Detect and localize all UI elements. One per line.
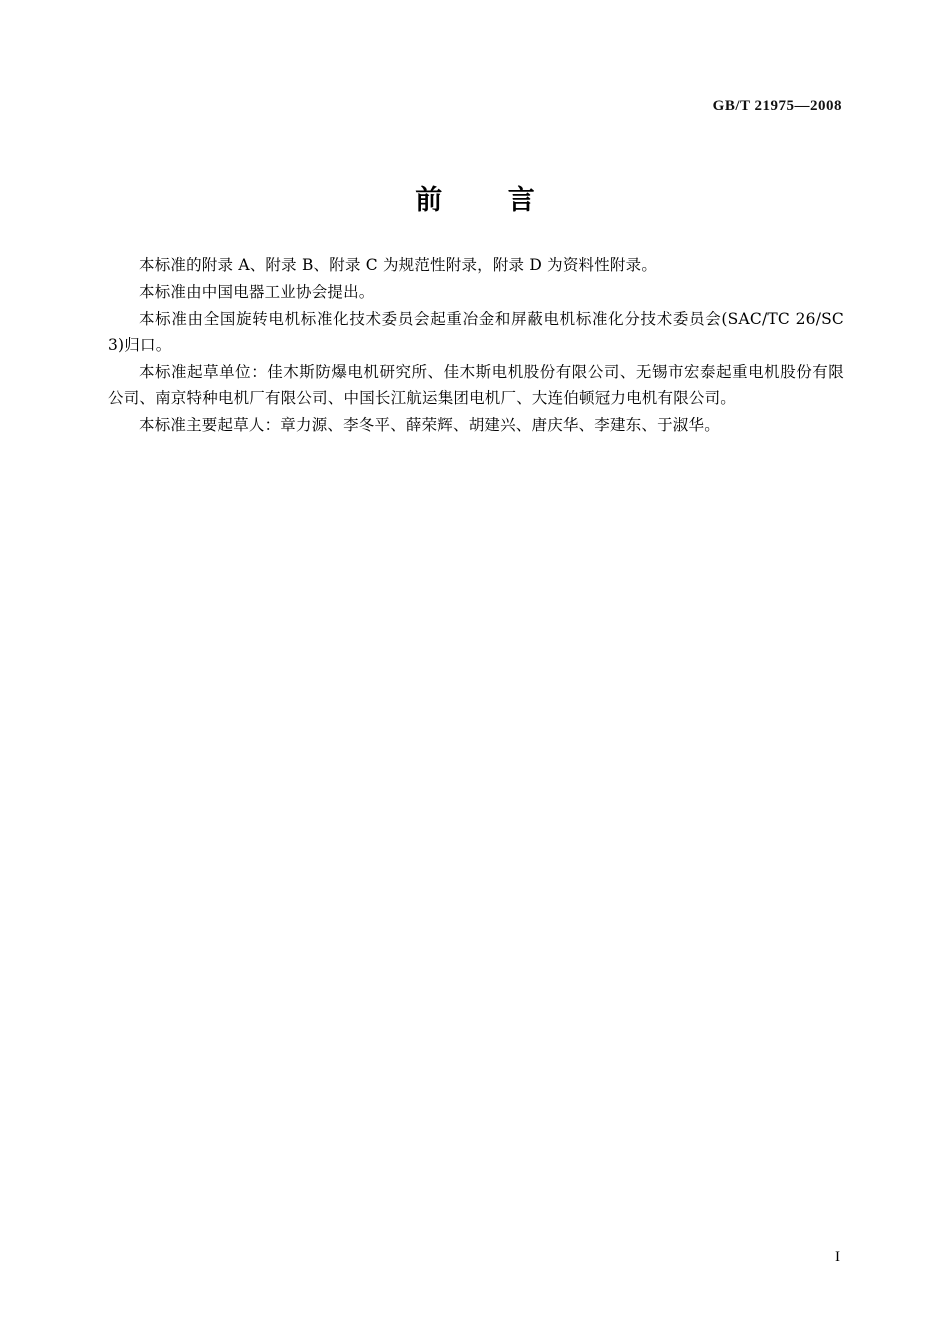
paragraph: 本标准的附录 A、附录 B、附录 C 为规范性附录，附录 D 为资料性附录。 [139, 256, 658, 274]
foreword-body [108, 252, 844, 439]
paragraph: 本标准由中国电器工业协会提出。 [139, 283, 375, 301]
paragraph: 本标准起草单位：佳木斯防爆电机研究所、佳木斯电机股份有限公司、无锡市宏泰起重电机股份有限公司、南京特种电机厂有限公司、中国长江航运集团电机厂、大连伯顿冠力电机有限公司。 [108, 363, 844, 407]
paragraph: 本标准主要起草人：章力源、李冬平、薛荣辉、胡建兴、唐庆华、李建东、于淑华。 [139, 416, 720, 434]
standard-number-header: GB/T 21975—2008 [712, 98, 842, 114]
paragraph: 本标准由全国旋转电机标准化技术委员会起重冶金和屏蔽电机标准化分技术委员会(SAC/TC 26/SC 3)归口。 [108, 310, 844, 354]
page-number: I [835, 1249, 840, 1265]
page-title: 前 言 [415, 185, 563, 216]
